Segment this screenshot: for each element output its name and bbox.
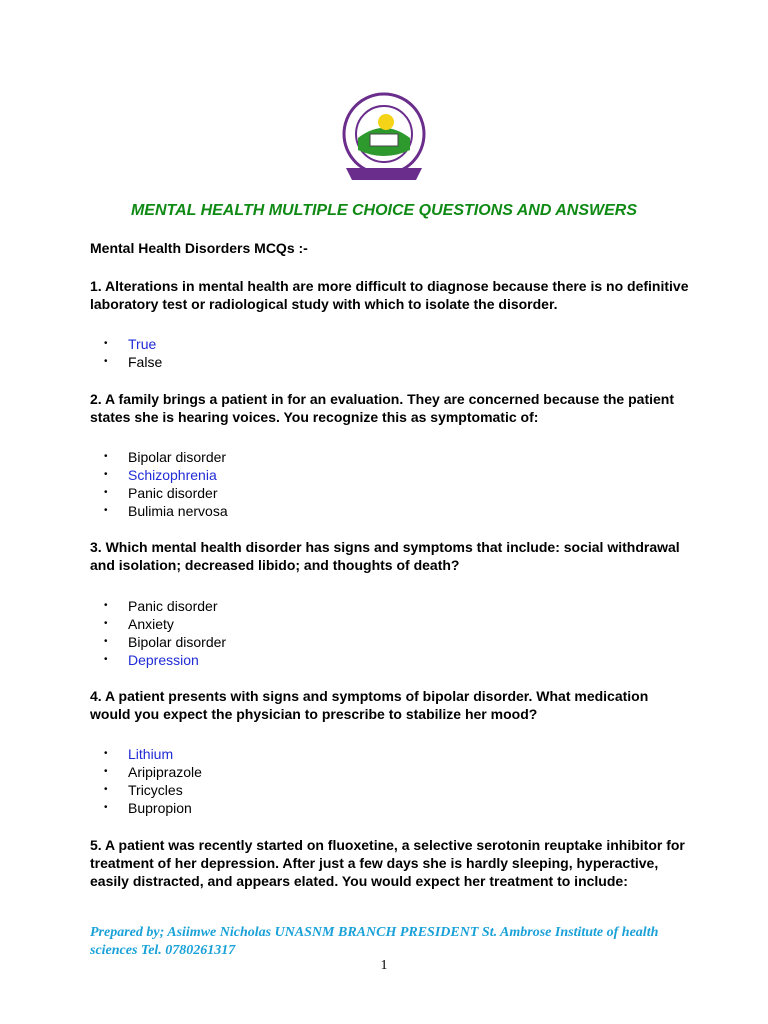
option-list-2 [90,448,228,520]
bullet-icon: • [104,766,108,777]
question-4: 4. A patient presents with signs and symptoms of bipolar disorder. What medication would you expect the physician to prescribe to stabilize her mood? [90,688,649,722]
bullet-icon: • [104,469,108,480]
option-list-3 [90,597,226,669]
option-text: Tricycles [128,782,183,798]
option-text: Bulimia nervosa [128,503,228,519]
option-item [90,799,202,817]
option-item [90,502,228,520]
bullet-icon: • [104,451,108,462]
question-5: 5. A patient was recently started on fluoxetine, a selective serotonin reuptake inhibitor for treatment of her depression. After just a few days she is hardly sleeping, hyperactive, easily distracted, and appears elated. You would expect her treatment to include: [90,837,685,889]
option-text: True [128,336,157,352]
question-2: 2. A family brings a patient in for an evaluation. They are concerned because the patient states she is hearing voices. You recognize this as symptomatic of: [90,391,675,425]
option-text: Depression [128,652,199,668]
section-heading: Mental Health Disorders MCQs :- [90,240,308,256]
bullet-icon: • [104,600,108,611]
option-item [90,651,226,669]
option-item [90,484,228,502]
option-item [90,335,162,353]
option-item [90,745,202,763]
option-text: Schizophrenia [128,467,217,483]
document-title: MENTAL HEALTH MULTIPLE CHOICE QUESTIONS AND ANSWERS [130,202,638,219]
option-text: Anxiety [128,616,174,632]
option-item [90,633,226,651]
option-list-1 [90,335,162,371]
bullet-icon: • [104,802,108,813]
page-number: 1 [380,958,388,973]
bullet-icon: • [104,505,108,516]
bullet-icon: • [104,487,108,498]
st-ambrose-seal-icon [336,90,432,186]
option-text: Bipolar disorder [128,634,227,650]
bullet-icon: • [104,338,108,349]
option-text: Bupropion [128,800,192,816]
institution-logo [336,90,432,186]
option-text: Panic disorder [128,598,218,614]
bullet-icon: • [104,748,108,759]
bullet-icon: • [104,654,108,665]
option-list-4 [90,745,202,817]
bullet-icon: • [104,636,108,647]
footer-credit: Prepared by; Asiimwe Nicholas UNASNM BRANCH PRESIDENT St. Ambrose Institute of health sciences Tel. 0780261317 [90,925,659,958]
option-item [90,615,226,633]
option-text: False [128,354,163,370]
bullet-icon: • [104,356,108,367]
option-item [90,466,228,484]
option-item [90,763,202,781]
bullet-icon: • [104,784,108,795]
option-item [90,448,228,466]
option-item [90,353,162,371]
option-item [90,781,202,799]
option-text: Lithium [128,746,174,762]
option-text: Aripiprazole [128,764,202,780]
option-text: Bipolar disorder [128,449,227,465]
option-item [90,597,226,615]
bullet-icon: • [104,618,108,629]
option-text: Panic disorder [128,485,218,501]
question-3: 3. Which mental health disorder has signs and symptoms that include: social withdrawal and isolation; decreased libido; and thoughts of death? [90,539,680,573]
question-1: 1. Alterations in mental health are more difficult to diagnose because there is no definitive laboratory test or radiological study with which to isolate the disorder. [90,278,689,312]
